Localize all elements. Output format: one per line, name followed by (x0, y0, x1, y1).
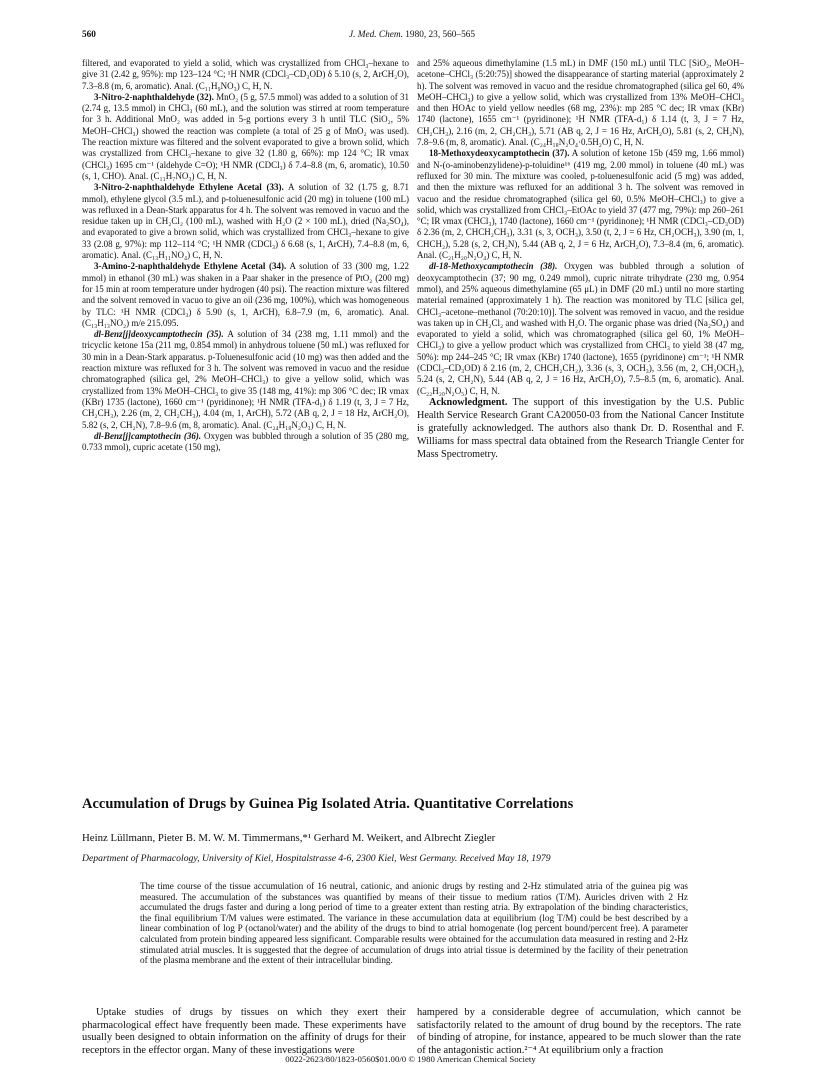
acknowledgment-heading: Acknowledgment. (429, 396, 508, 408)
paragraph (82, 182, 409, 261)
intro-right-column (417, 1007, 741, 1057)
compound-heading: 3-Nitro-2-naphthaldehyde (32). (94, 91, 214, 102)
paragraph (417, 148, 744, 261)
journal-name: J. Med. Chem. (348, 30, 403, 40)
page-number: 560 (82, 30, 96, 40)
paragraph (82, 431, 409, 454)
compound-heading: dl-18-Methoxycamptothecin (38). (429, 261, 558, 272)
acknowledgment (417, 397, 744, 462)
left-column (82, 58, 409, 508)
acknowledgment-text: The support of this investigation by the U.S. Public Health Service Research Grant CA20050-03 from the National Cancer Institute is gratefully acknowledged. The authors also thank Dr. D. Rosenthal and F. Williams for mass spectral data obtained from the Research Triangle Center for Mass Spectrometry. (417, 396, 744, 460)
journal-year-volume: 1980, 23, 560–565 (405, 30, 476, 40)
paragraph (417, 261, 744, 397)
page-footer: 0022-2623/80/1823-0560$01.00/0 © 1980 American Chemical Society (285, 1054, 536, 1064)
compound-heading: 18-Methoxydeoxycamptothecin (37). (429, 148, 570, 159)
paragraph-text: Oxygen was bubbled through a solution of deoxycamptothecin (37; 90 mg, 0.249 mmol), cupric nitrate trihydrate (230 mg, 0.954 mmol), and 25% aqueous dimethylamine (65 μL) in DMF (20 mL) until no more starting material remained (approximately 1 h). The reaction was monitored by TLC [silica gel, CHCl₃–acetone–methanol (70:20:10)]. The solvent was removed in vacuo, and the residue was taken up in CH₂Cl₂ and washed with H₂O. The organic phase was dried (Na₂SO₄) and evaporated to yield a solid, which was chromatographed (silica gel 60, 1% MeOH–CHCl₃) to give a yellow product which was crystallized from CHCl₃ to yield 38 (47 mg, 50%): mp 244–245 °C; IR νmax (KBr) 1740 (lactone), 1655 (pyridinone) cm⁻¹; ¹H NMR (CDCl₃–CD₃OD) δ 2.16 (m, 2, CHCH₂CH₂), 3.36 (s, 3, OCH₃), 3.56 (m, 2, CH₂OCH₃), 5.24 (s, 2, CH₂N), 5.44 (AB q, 2, J = 16 Hz, ArCH₂O), 7.5–8.5 (m, 6, aromatic). Anal. (C₂₂H₂₀N₂O₅) C, H, N. (417, 261, 744, 396)
paragraph (82, 261, 409, 329)
right-column (417, 58, 744, 508)
compound-heading: 3-Amino-2-naphthaldehyde Ethylene Acetal (34). (94, 261, 287, 272)
paragraph: Uptake studies of drugs by tissues on which they exert their pharmacological effect have frequently been made. These experiments have usually been designed to obtain information on the affinity of drugs for their receptors in the effector organ. Many of these investigations were (82, 1007, 406, 1056)
intro-left-column (82, 1007, 406, 1057)
article-title: Accumulation of Drugs by Guinea Pig Isolated Atria. Quantitative Correlations (82, 796, 574, 812)
article-affiliation (82, 853, 762, 864)
paragraph-text: A solution of 32 (1.75 g, 8.71 mmol), ethylene glycol (3.5 mL), and p-toluenesulfonic acid (20 mg) in toluene (100 mL) was refluxed in a Dean-Stark apparatus for 4 h. The solvent was removed in vacuo and the residue taken up in CH₂Cl₂ (100 mL), washed with H₂O (2 × 100 mL), dried (Na₂SO₄), and evaporated to give a brown solid, which was crystallized from CHCl₃–hexane to give 33 (2.08 g, 97%): mp 112–114 °C; ¹H NMR (CDCl₃) δ 6.68 (s, 1, ArCH), 7.4–8.8 (m, 6, aromatic). Anal. (C₁₃H₁₁NO₄) C, H, N. (82, 182, 409, 261)
paragraph (82, 92, 409, 182)
paragraph (82, 329, 409, 431)
compound-heading: 3-Nitro-2-naphthaldehyde Ethylene Acetal (33). (94, 182, 284, 193)
paragraph-text: A solution of 34 (238 mg, 1.11 mmol) and the tricyclic ketone 15a (211 mg, 0.854 mmol) in anhydrous toluene (50 mL) was refluxed for 30 min in a Dean-Stark apparatus. p-Toluenesulfonic acid (10 mg) was then added and the reaction mixture was refluxed for 3 h. The solvent was removed in vacuo and the residue chromatographed (silica gel, 2% MeOH–CHCl₃) to give a yellow solid, which was crystallized from 13% MeOH–CHCl₃ to give 35 (148 mg, 41%): mp 306 °C dec; IR νmax (KBr) 1735 (lactone), 1660 cm⁻¹ (pyridinone); ¹H NMR (TFA-d₁) δ 1.19 (t, 3, J = 7 Hz, CH₂CH₃), 2.26 (m, 2, CH₂CH₃), 4.04 (m, 1, ArCH), 5.72 (AB q, 2, J = 18 Hz, ArCH₂O), 5.82 (s, 2, CH₂N), 7.8–9.6 (m, 8, aromatic). Anal. (C₂₄H₁₈N₂O₃) C, H, N. (82, 329, 409, 430)
paragraph-text: MnO₂ (5 g, 57.5 mmol) was added to a solution of 31 (2.74 g, 13.5 mmol) in CHCl₃ (60 mL), and the solution was stirred at room temperature for 3 h. Additional MnO₂ was added in 5-g portions every 3 h until TLC (SiO₂, 5% MeOH–CHCl₃) showed the reaction was complete (a total of 25 g of MnO₂ was used). The reaction mixture was filtered and the solvent evaporated to give a brown solid, which was crystallized from CHCl₃–hexane to give 32 (1.80 g, 66%): mp 124 °C; IR νmax (CHCl₃) 1695 cm⁻¹ (aldehyde C=O); ¹H NMR (CDCl₃) δ 7.4–8.8 (m, 6, aromatic), 10.50 (s, 1, CHO). Anal. (C₁₁H₇NO₃) C, H, N. (82, 91, 409, 181)
paragraph: and 25% aqueous dimethylamine (1.5 mL) in DMF (150 mL) until TLC [SiO₂, MeOH–acetone–CHCl₃ (5:20:75)] showed the disappearance of starting material (approximately 2 h). The solvent was removed in vacuo and the residue chromatographed (silica gel 60, 4% MeOH–CHCl₃) to give a yellow solid, which was crystallized from 13% MeOH–CHCl₃ and then HOAc to yield yellow needles (68 mg, 23%): mp 285 °C dec; IR νmax (KBr) 1740 (lactone), 1655 cm⁻¹ (pyridinone); ¹H NMR (TFA-d₁) δ 1.14 (t, 3, J = 7 Hz, CH₂CH₃), 2.16 (m, 2, CH₂CH₃), 5.71 (AB q, 2, J = 16 Hz, ArCH₂O), 5.81 (s, 2, CH₂N), 7.8–9.6 (m, 8, aromatic). Anal. (C₂₄H₁₈N₂O₄·0.5H₂O) C, H, N. (417, 58, 744, 148)
article-authors: Heinz Lüllmann, Pieter B. M. W. M. Timmermans,*¹ Gerhard M. Weikert, and Albrecht Ziegler (82, 832, 496, 844)
received-date: Received May 18, 1979 (459, 853, 551, 864)
compound-heading: dl-Benz[j]camptothecin (36). (94, 430, 202, 441)
abstract (140, 881, 688, 966)
abstract-text: The time course of the tissue accumulation of 16 neutral, cationic, and anionic drugs by resting and 2-Hz stimulated atria of the guinea pig was measured. The accumulation of the substances was quantified by means of their tissue to medium ratios (T/M). Auricles driven with 2 Hz accumulated the drugs faster and during a long period of time to a greater extent than resting atria. By extrapolation of the binding characteristics, the final equilibrium T/M values were estimated. The variance in these accumulation data at equilibrium (log T/M) could be best described by a linear combination of log P (octanol/water) and the ability of the drugs to bind to atrial homogenate (log percent bound/percent free). A parameter calculated from protein binding appeared less significant. Comparable results were obtained for the accumulation data measured in resting and 2-Hz stimulated atrial muscles. It is suggested that the degree of accumulation of drugs into atrial tissue is determined by the facility of their penetration of the plasma membrane and the extent of their intracellular binding. (140, 881, 688, 966)
paragraph-text: Oxygen was bubbled through a solution of 35 (280 mg, 0.733 mmol), cupric acetate (150 mg), (82, 430, 409, 453)
journal-citation (82, 30, 742, 40)
paragraph-text: A solution of ketone 15b (459 mg, 1.66 mmol) and N-(o-aminobenzylidene)-p-toluidine¹⁶ (419 mg, 2.00 mmol) in toluene (40 mL) was refluxed for 30 min. The mixture was cooled, p-toluenesulfonic acid (5 mg) was added, and then the mixture was refluxed for an additional 3 h. The solvent was removed in vacuo and the residue chromatographed (silica gel 60, 0.5% MeOH–CHCl₃) to give a solid, which was crystallized from CHCl₃–EtOAc to yield 37 (477 mg, 79%): mp 260–261 °C; IR νmax (CHCl₃), 1740 (lactone), 1660 cm⁻¹ (pyridinone); ¹H NMR (CDCl₃–CD₃OD) δ 2.36 (m, 2, CHCH₂CH₃), 3.31 (s, 3, OCH₃), 3.50 (t, 2, J = 6 Hz, CH₂OCH₃), 3.90 (m, 1, CHCH₂), 5.28 (s, 2, CH₂N), 5.44 (AB q, 2, J = 6 Hz, ArCH₂O), 7.3–8.4 (m, 6, aromatic). Anal. (C₂₁H₂₀N₂O₄) C, H, N. (417, 148, 744, 261)
paragraph-text: A solution of 33 (300 mg, 1.22 mmol) in ethanol (30 mL) was shaken in a Paar shaker in the presence of PtO₂ (200 mg) for 15 min at room temperature under hydrogen (40 psi). The reaction mixture was filtered and the solvent removed in vacuo to give an oil (236 mg, 100%), which was homogeneous by TLC: ¹H NMR (CDCl₃) δ 5.90 (s, 1, ArCH), 6.8–7.9 (m, 6, aromatic). Anal. (C₁₃H₁₃NO₂) m/e 215.095. (82, 261, 409, 328)
compound-heading: dl-Benz[j]deoxycamptothecin (35). (94, 329, 224, 340)
affiliation-text: Department of Pharmacology, University of Kiel, Hospitalstrasse 4-6, 2300 Kiel, West Germany. (82, 853, 458, 864)
paragraph: filtered, and evaporated to yield a solid, which was crystallized from CHCl₃–hexane to give 31 (2.42 g, 95%): mp 123–124 °C; ¹H NMR (CDCl₃–CD₃OD) δ 5.10 (s, 2, ArCH₂O), 7.3–8.8 (m, 6, aromatic). Anal. (C₁₁H₉NO₃) C, H, N. (82, 58, 409, 91)
paragraph: hampered by a considerable degree of accumulation, which cannot be satisfactorily related to the amount of drug bound by the receptors. The rate of binding of atropine, for instance, appeared to be much slower than the rate of the antagonistic action.²⁻⁴ At equilibrium only a fraction (417, 1007, 741, 1056)
